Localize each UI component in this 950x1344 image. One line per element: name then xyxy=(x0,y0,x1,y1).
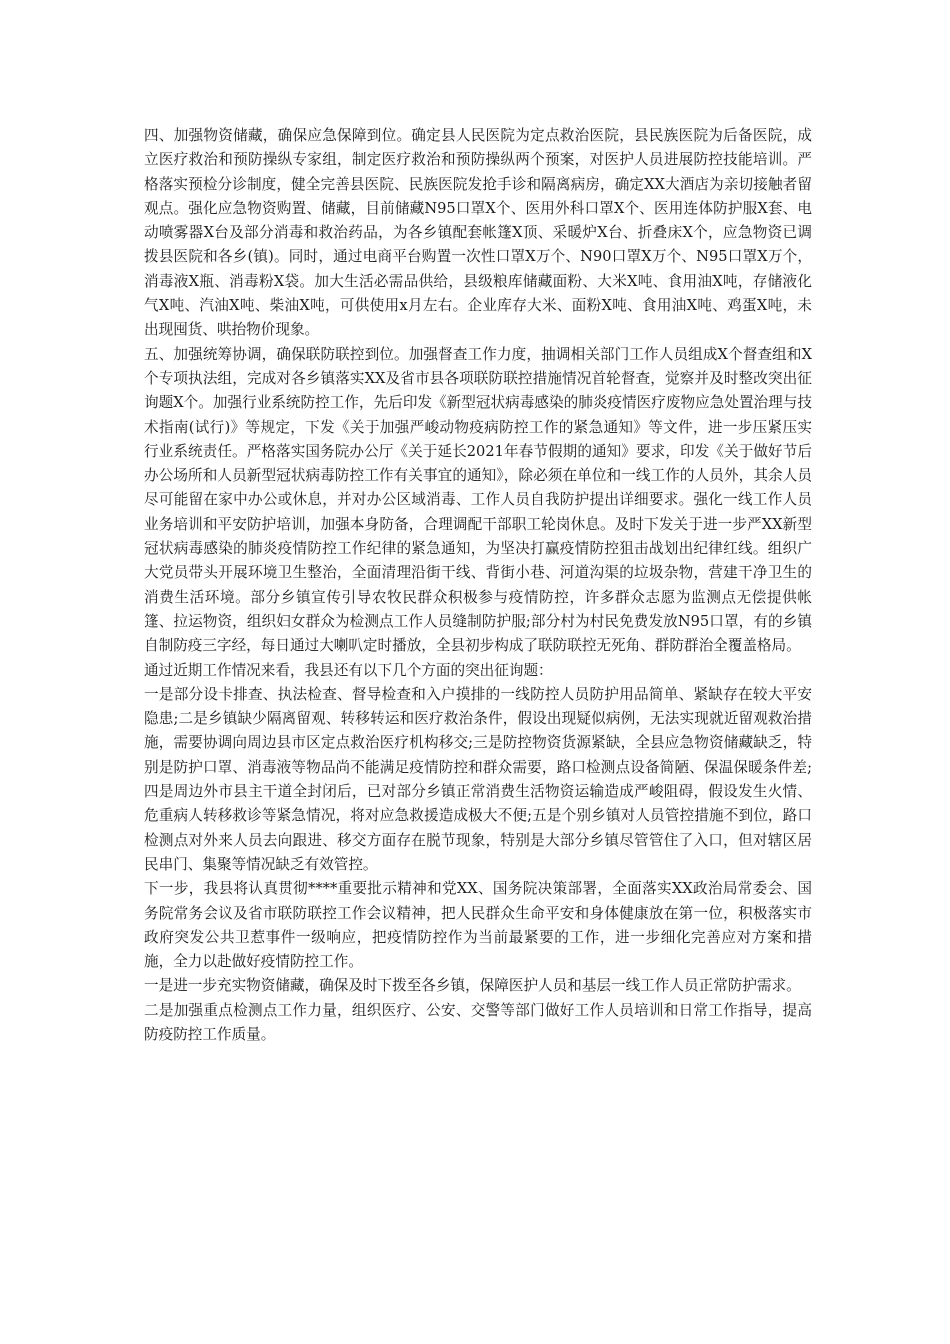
paragraph-step-two: 二是加强重点检测点工作力量，组织医疗、公安、交警等部门做好工作人员培训和日常工作指导，提高防疫防控工作质量。 xyxy=(144,1001,812,1043)
document-body xyxy=(144,124,812,1047)
paragraph-problems-list: 一是部分设卡排查、执法检查、督导检查和入户摸排的一线防控人员防护用品简单、紧缺存在较大平安隐患;二是乡镇缺少隔离留观、转移转运和医疗救治条件，假设出现疑似病例，无法实现就近留观救治措施，需要协调向周边县市区定点救治医疗机构移交;三是防控物资货源紧缺，全县应急物资储藏缺乏，特别是防护口罩、消毒液等物品尚不能满足疫情防控和群众需要，路口检测点设备简陋、保温保暖条件差;四是周边外市县主干道全封闭后，已对部分乡镇正常消费生活物资运输造成严峻阻碍，假设发生火情、危重病人转移救诊等紧急情况，将对应急救援造成极大不便;五是个别乡镇对人员管控措施不到位，路口检测点对外来人员去向跟进、移交方面存在脱节现象，特别是大部分乡镇尽管管住了入口，但对辖区居民串门、集聚等情况缺乏有效管控。 xyxy=(144,685,812,873)
paragraph-step-one: 一是进一步充实物资储藏，确保及时下拨至各乡镇，保障医护人员和基层一线工作人员正常防护需求。 xyxy=(144,977,801,995)
paragraph-coordination: 五、加强统筹协调，确保联防联控到位。加强督查工作力度，抽调相关部门工作人员组成X个督查组和X个专项执法组，完成对各乡镇落实XX及省市县各项联防联控措施情况首轮督查，觉察并及时整改突出征询题X个。加强行业系统防控工作，先后印发《新型冠状病毒感染的肺炎疫情医疗废物应急处置治理与技术指南(试行)》等规定，下发《关于加强严峻动物疫病防控工作的紧急通知》等文件，进一步压紧压实行业系统责任。严格落实国务院办公厅《关于延长2021年春节假期的通知》要求，印发《关于做好节后办公场所和人员新型冠状病毒防控工作有关事宜的通知》，除必须在单位和一线工作的人员外，其余人员尽可能留在家中办公或休息，并对办公区域消毒、工作人员自我防护提出详细要求。强化一线工作人员业务培训和平安防护培训，加强本身防备，合理调配干部职工轮岗休息。及时下发关于进一步严XX新型冠状病毒感染的肺炎疫情防控工作纪律的紧急通知，为坚决打赢疫情防控狙击战划出纪律红线。组织广大党员带头开展环境卫生整治，全面清理沿街干线、背街小巷、河道沟渠的垃圾杂物，营建干净卫生的消费生活环境。部分乡镇宣传引导农牧民群众积极参与疫情防控，许多群众志愿为监测点无偿提供帐篷、拉运物资，组织妇女群众为检测点工作人员缝制防护服;部分村为村民免费发放N95口罩，有的乡镇自制防疫三字经，每日通过大喇叭定时播放，全县初步构成了联防联控无死角、群防群治全覆盖格局。 xyxy=(144,345,812,655)
paragraph-next-steps: 下一步，我县将认真贯彻****重要批示精神和党XX、国务院决策部署，全面落实XX政治局常委会、国务院常务会议及省市联防联控工作会议精神，把人民群众生命平安和身体健康放在第一位，积极落实市政府突发公共卫惹事件一级响应，把疫情防控作为当前最紧要的工作，进一步细化完善应对方案和措施，全力以赴做好疫情防控工作。 xyxy=(144,880,812,971)
paragraph-problems-intro: 通过近期工作情况来看，我县还有以下几个方面的突出征询题： xyxy=(144,661,553,679)
paragraph-material-reserves: 四、加强物资储藏，确保应急保障到位。确定县人民医院为定点救治医院，县民族医院为后备医院，成立医疗救治和预防操纵专家组，制定医疗救治和预防操纵两个预案，对医护人员进展防控技能培训。严格落实预检分诊制度，健全完善县医院、民族医院发抢手诊和隔离病房，确定XX大酒店为亲切接触者留观点。强化应急物资购置、储藏，目前储藏N95口罩X个、医用外科口罩X个、医用连体防护服X套、电动喷雾器X台及部分消毒和救治药品，为各乡镇配套帐篷X顶、采暖炉X台、折叠床X个，应急物资已调拨县医院和各乡(镇)。同时，通过电商平台购置一次性口罩X万个、N90口罩X万个、N95口罩X万个，消毒液X瓶、消毒粉X袋。加大生活必需品供给，县级粮库储藏面粉、大米X吨、食用油X吨，存储液化气X吨、汽油X吨、柴油X吨，可供使用x月左右。企业库存大米、面粉X吨、食用油X吨、鸡蛋X吨，未出现囤货、哄抬物价现象。 xyxy=(144,127,812,339)
